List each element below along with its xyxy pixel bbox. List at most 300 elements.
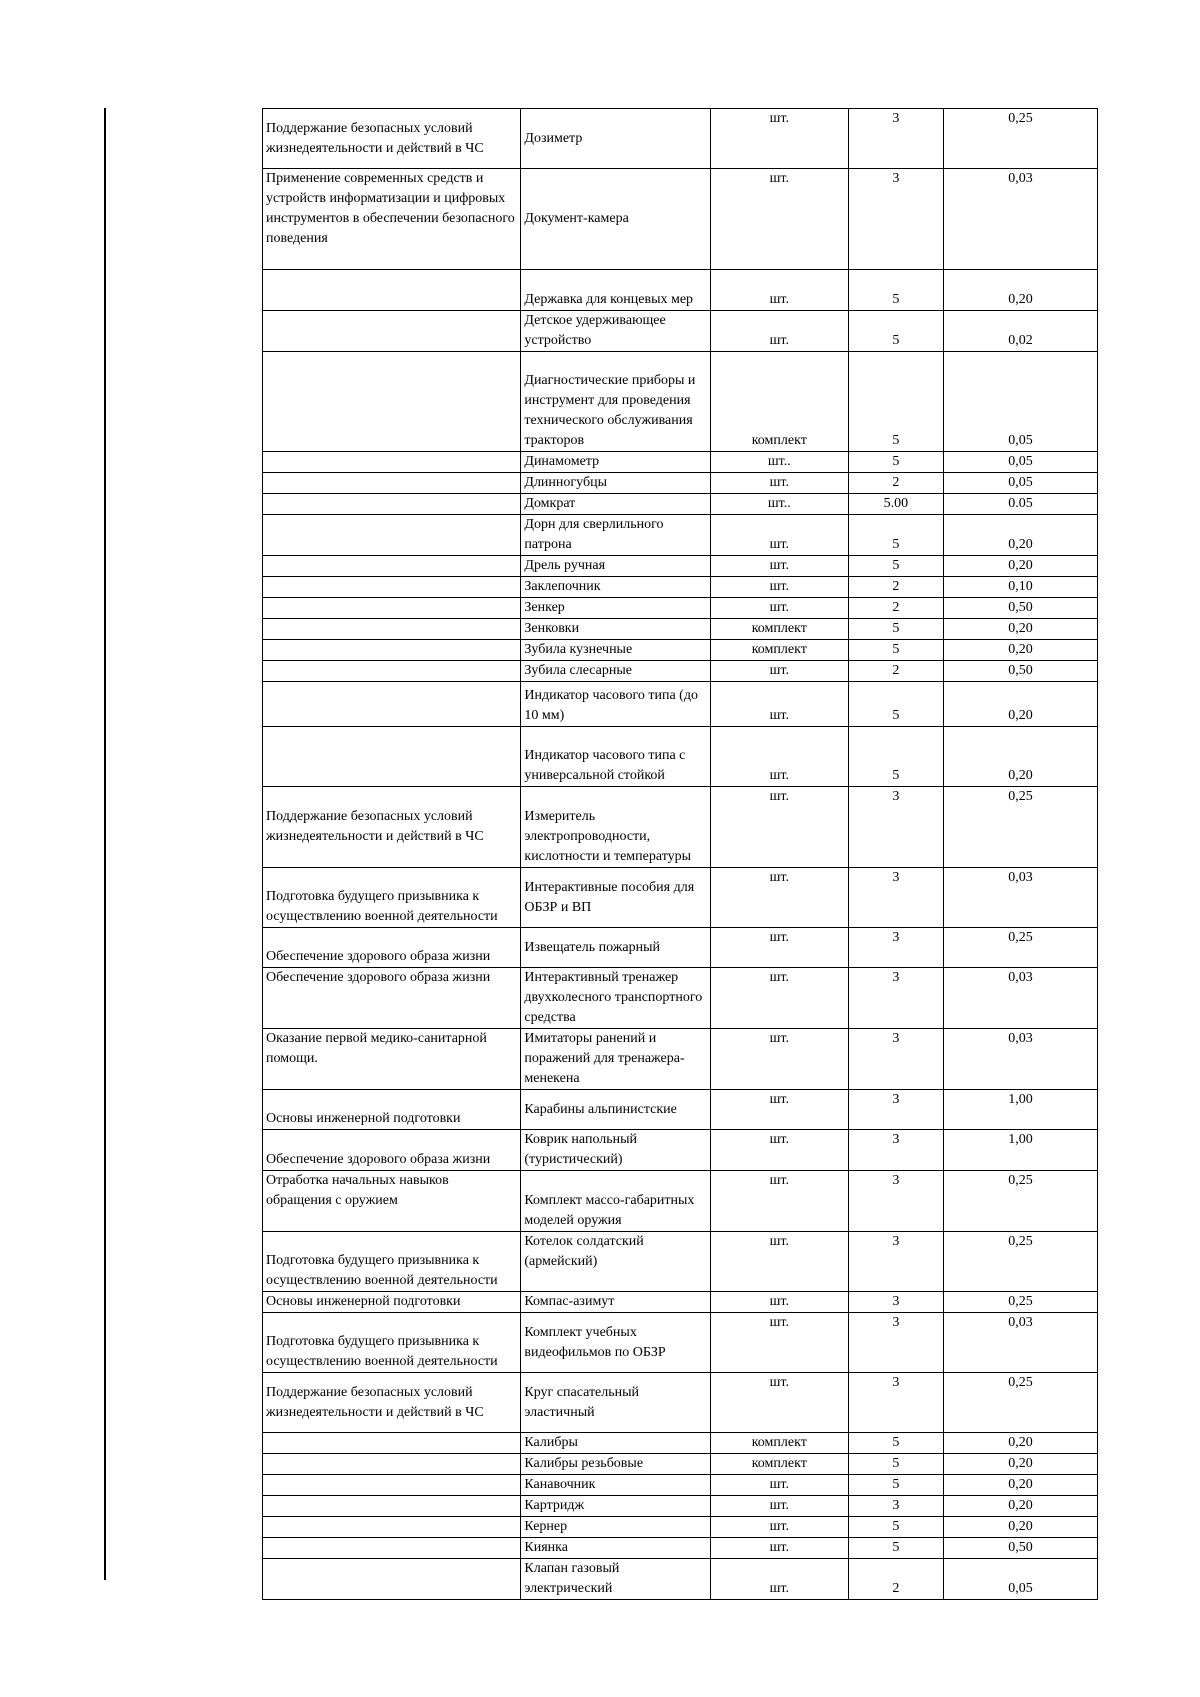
coefficient-cell	[943, 494, 1097, 515]
item-name-cell	[521, 640, 710, 661]
item-name-cell	[521, 494, 710, 515]
item-name-cell-text: Калибры	[524, 1435, 578, 1450]
unit-cell	[710, 352, 848, 452]
section-cell	[263, 1090, 521, 1130]
quantity-cell-text: 5	[892, 558, 900, 573]
coefficient-cell	[943, 169, 1097, 270]
coefficient-cell	[943, 1292, 1097, 1313]
unit-cell	[710, 1373, 848, 1433]
unit-cell-text: шт.	[769, 1234, 789, 1249]
unit-cell-text: шт.	[769, 1375, 789, 1390]
quantity-cell	[848, 1538, 943, 1559]
coefficient-cell-text: 0,20	[1008, 1498, 1033, 1513]
section-cell	[263, 598, 521, 619]
coefficient-cell-text: 0,25	[1008, 111, 1033, 126]
quantity-cell	[848, 452, 943, 473]
item-name-cell-text: Комплект массо-габаритных моделей оружия	[524, 1193, 695, 1228]
item-name-cell	[521, 1090, 710, 1130]
table-row	[263, 311, 1098, 352]
quantity-cell	[848, 1433, 943, 1454]
section-cell	[263, 270, 521, 311]
item-name-cell-text: Коврик напольный (туристический)	[524, 1132, 638, 1167]
quantity-cell-text: 3	[892, 930, 900, 945]
coefficient-cell-text: 0,20	[1008, 537, 1033, 552]
coefficient-cell	[943, 968, 1097, 1029]
quantity-cell	[848, 1313, 943, 1373]
table-row	[263, 473, 1098, 494]
section-cell	[263, 1029, 521, 1090]
quantity-cell-text: 3	[892, 1375, 900, 1390]
unit-cell-text: шт.	[769, 1519, 789, 1534]
table-row	[263, 1454, 1098, 1475]
coefficient-cell-text: 0,03	[1008, 1031, 1033, 1046]
section-cell	[263, 452, 521, 473]
section-cell	[263, 968, 521, 1029]
item-name-cell	[521, 1029, 710, 1090]
coefficient-cell	[943, 1559, 1097, 1600]
unit-cell-text: шт.	[769, 930, 789, 945]
item-name-cell	[521, 1232, 710, 1292]
section-cell	[263, 1130, 521, 1171]
table-row	[263, 727, 1098, 787]
table-row	[263, 1517, 1098, 1538]
quantity-cell	[848, 169, 943, 270]
table-row	[263, 515, 1098, 556]
quantity-cell-text: 3	[892, 1498, 900, 1513]
item-name-cell	[521, 1292, 710, 1313]
quantity-cell-text: 3	[892, 789, 900, 804]
coefficient-cell	[943, 473, 1097, 494]
coefficient-cell-text: 0,20	[1008, 642, 1033, 657]
section-cell	[263, 1454, 521, 1475]
quantity-cell-text: 3	[892, 171, 900, 186]
quantity-cell	[848, 352, 943, 452]
unit-cell	[710, 1517, 848, 1538]
unit-cell-text: шт.	[769, 708, 789, 723]
quantity-cell	[848, 109, 943, 169]
section-cell-text: Обеспечение здорового образа жизни	[266, 970, 491, 985]
section-cell	[263, 1475, 521, 1496]
item-name-cell	[521, 1171, 710, 1232]
quantity-cell-text: 5	[892, 708, 900, 723]
quantity-cell-text: 5	[892, 1519, 900, 1534]
table-row	[263, 1029, 1098, 1090]
item-name-cell	[521, 1373, 710, 1433]
section-cell	[263, 1559, 521, 1600]
quantity-cell-text: 5	[892, 621, 900, 636]
item-name-cell-text: Длинногубцы	[524, 475, 607, 490]
quantity-cell-text: 3	[892, 1132, 900, 1147]
quantity-cell-text: 5	[892, 292, 900, 307]
unit-cell	[710, 577, 848, 598]
item-name-cell-text: Заклепочник	[524, 579, 601, 594]
item-name-cell	[521, 1496, 710, 1517]
unit-cell	[710, 556, 848, 577]
item-name-cell-text: Круг спасательный эластичный	[524, 1384, 640, 1420]
table-row	[263, 1130, 1098, 1171]
unit-cell-text: шт.	[769, 537, 789, 552]
unit-cell-text: шт.	[769, 789, 789, 804]
quantity-cell	[848, 494, 943, 515]
section-cell	[263, 682, 521, 727]
unit-cell-text: шт.	[769, 663, 789, 678]
section-cell	[263, 661, 521, 682]
item-name-cell	[521, 515, 710, 556]
section-cell-text: Применение современных средств и устройств информатизации и цифровых инструментов в обеспечении безопасного поведения	[266, 171, 515, 246]
table-row	[263, 1433, 1098, 1454]
coefficient-cell-text: 0,50	[1008, 600, 1033, 615]
item-name-cell-text: Детское удерживающее устройство	[524, 313, 666, 348]
unit-cell-text: шт.	[769, 475, 789, 490]
coefficient-cell	[943, 1538, 1097, 1559]
section-cell	[263, 473, 521, 494]
item-name-cell-text: Комплект учебных видеофильмов по ОБЗР	[524, 1324, 666, 1360]
table-row	[263, 1475, 1098, 1496]
section-cell	[263, 640, 521, 661]
coefficient-cell-text: 0,20	[1008, 558, 1033, 573]
section-cell	[263, 1538, 521, 1559]
coefficient-cell	[943, 1454, 1097, 1475]
unit-cell-text: шт.	[769, 1092, 789, 1107]
section-cell	[263, 787, 521, 868]
section-cell	[263, 1433, 521, 1454]
quantity-cell-text: 3	[892, 1234, 900, 1249]
unit-cell	[710, 928, 848, 968]
quantity-cell	[848, 1454, 943, 1475]
quantity-cell-text: 2	[892, 600, 900, 615]
coefficient-cell-text: 0,20	[1008, 292, 1033, 307]
coefficient-cell	[943, 928, 1097, 968]
item-name-cell-text: Зубила кузнечные	[524, 642, 633, 657]
section-cell	[263, 619, 521, 640]
unit-cell	[710, 515, 848, 556]
unit-cell-text: шт.	[769, 1477, 789, 1492]
table-row	[263, 352, 1098, 452]
section-cell-text: Подготовка будущего призывника к осуществлению военной деятельности	[266, 889, 498, 924]
quantity-cell-text: 5	[892, 433, 900, 448]
quantity-cell	[848, 1517, 943, 1538]
coefficient-cell	[943, 452, 1097, 473]
unit-cell	[710, 1559, 848, 1600]
coefficient-cell-text: 0,20	[1008, 1456, 1033, 1471]
coefficient-cell-text: 0,05	[1008, 475, 1033, 490]
unit-cell	[710, 494, 848, 515]
quantity-cell	[848, 270, 943, 311]
coefficient-cell-text: 1,00	[1008, 1132, 1033, 1147]
item-name-cell	[521, 473, 710, 494]
section-cell	[263, 727, 521, 787]
item-name-cell	[521, 311, 710, 352]
item-name-cell	[521, 1517, 710, 1538]
quantity-cell-text: 5	[892, 333, 900, 348]
coefficient-cell-text: 0,25	[1008, 930, 1033, 945]
item-name-cell-text: Дозиметр	[524, 130, 583, 146]
quantity-cell	[848, 473, 943, 494]
unit-cell	[710, 1171, 848, 1232]
unit-cell	[710, 727, 848, 787]
unit-cell-text: шт.	[769, 1315, 789, 1330]
page-margin-rule	[104, 108, 106, 1580]
quantity-cell	[848, 1029, 943, 1090]
item-name-cell-text: Интерактивный тренажер двухколесного транспортного средства	[524, 970, 703, 1025]
unit-cell	[710, 682, 848, 727]
item-name-cell-text: Домкрат	[524, 496, 576, 511]
coefficient-cell-text: 0,03	[1008, 870, 1033, 885]
quantity-cell	[848, 619, 943, 640]
item-name-cell-text: Извещатель пожарный	[524, 939, 661, 955]
unit-cell-text: шт.	[769, 292, 789, 307]
unit-cell-text: шт.	[769, 1031, 789, 1046]
unit-cell	[710, 1130, 848, 1171]
coefficient-cell	[943, 1517, 1097, 1538]
section-cell	[263, 1171, 521, 1232]
section-cell	[263, 1313, 521, 1373]
table-row	[263, 1232, 1098, 1292]
coefficient-cell	[943, 661, 1097, 682]
item-name-cell-text: Канавочник	[524, 1477, 596, 1492]
item-name-cell-text: Карабины альпинистские	[524, 1101, 677, 1117]
quantity-cell	[848, 598, 943, 619]
unit-cell	[710, 619, 848, 640]
item-name-cell-text: Калибры резьбовые	[524, 1456, 644, 1471]
quantity-cell	[848, 1130, 943, 1171]
quantity-cell-text: 5	[892, 1435, 900, 1450]
coefficient-cell-text: 0,20	[1008, 768, 1033, 783]
item-name-cell-text: Зенкер	[524, 600, 565, 615]
section-cell-text: Поддержание безопасных условий жизнедеятельности и действий в ЧС	[266, 120, 484, 156]
coefficient-cell	[943, 577, 1097, 598]
coefficient-cell	[943, 1090, 1097, 1130]
unit-cell-text: комплект	[751, 433, 807, 448]
coefficient-cell-text: 0,25	[1008, 1294, 1033, 1309]
coefficient-cell	[943, 1313, 1097, 1373]
coefficient-cell	[943, 515, 1097, 556]
unit-cell	[710, 1292, 848, 1313]
coefficient-cell-text: 0,05	[1008, 1581, 1033, 1596]
unit-cell	[710, 1433, 848, 1454]
section-cell-text: Отработка начальных навыков обращения с оружием	[266, 1173, 449, 1208]
quantity-cell	[848, 556, 943, 577]
section-cell	[263, 1496, 521, 1517]
quantity-cell-text: 3	[892, 870, 900, 885]
unit-cell-text: шт.	[769, 870, 789, 885]
section-cell	[263, 1517, 521, 1538]
item-name-cell	[521, 169, 710, 270]
table-row	[263, 598, 1098, 619]
coefficient-cell-text: 0,02	[1008, 333, 1033, 348]
table-row	[263, 1313, 1098, 1373]
quantity-cell	[848, 682, 943, 727]
quantity-cell	[848, 577, 943, 598]
item-name-cell-text: Имитаторы ранений и поражений для тренажера-менекена	[524, 1031, 685, 1086]
quantity-cell-text: 2	[892, 1581, 900, 1596]
item-name-cell-text: Интерактивные пособия для ОБЗР и ВП	[524, 879, 695, 915]
coefficient-cell	[943, 1475, 1097, 1496]
coefficient-cell	[943, 1232, 1097, 1292]
coefficient-cell-text: 0,03	[1008, 1315, 1033, 1330]
unit-cell	[710, 311, 848, 352]
table-row	[263, 577, 1098, 598]
unit-cell-text: шт.	[769, 333, 789, 348]
item-name-cell	[521, 619, 710, 640]
coefficient-cell	[943, 1433, 1097, 1454]
unit-cell-text: шт.	[769, 171, 789, 186]
table-row	[263, 928, 1098, 968]
coefficient-cell-text: 0,20	[1008, 1435, 1033, 1450]
item-name-cell	[521, 682, 710, 727]
item-name-cell-text: Зубила слесарные	[524, 663, 633, 678]
unit-cell-text: шт.	[769, 768, 789, 783]
item-name-cell	[521, 352, 710, 452]
coefficient-cell-text: 0,25	[1008, 789, 1033, 804]
table-row	[263, 661, 1098, 682]
item-name-cell-text: Клапан газовый электрический	[524, 1561, 620, 1596]
quantity-cell-text: 2	[892, 579, 900, 594]
table-row	[263, 968, 1098, 1029]
table-row	[263, 109, 1098, 169]
table-row	[263, 270, 1098, 311]
table-row	[263, 787, 1098, 868]
unit-cell-text: комплект	[751, 1435, 807, 1450]
table-row	[263, 682, 1098, 727]
quantity-cell-text: 5	[892, 454, 900, 469]
coefficient-cell-text: 0,20	[1008, 1519, 1033, 1534]
coefficient-cell	[943, 598, 1097, 619]
unit-cell-text: шт.	[769, 600, 789, 615]
section-cell	[263, 169, 521, 270]
unit-cell	[710, 787, 848, 868]
coefficient-cell-text: 0,10	[1008, 579, 1033, 594]
section-cell	[263, 868, 521, 928]
quantity-cell-text: 3	[892, 1092, 900, 1107]
quantity-cell	[848, 1496, 943, 1517]
coefficient-cell	[943, 1029, 1097, 1090]
coefficient-cell-text: 0,25	[1008, 1234, 1033, 1249]
quantity-cell	[848, 311, 943, 352]
quantity-cell-text: 5.00	[883, 496, 909, 511]
item-name-cell	[521, 109, 710, 169]
coefficient-cell	[943, 1496, 1097, 1517]
unit-cell-text: шт..	[767, 454, 791, 469]
quantity-cell	[848, 868, 943, 928]
unit-cell	[710, 640, 848, 661]
section-cell	[263, 311, 521, 352]
quantity-cell	[848, 1090, 943, 1130]
unit-cell-text: шт.	[769, 558, 789, 573]
unit-cell-text: шт.	[769, 579, 789, 594]
unit-cell	[710, 1475, 848, 1496]
table-row	[263, 1496, 1098, 1517]
unit-cell	[710, 270, 848, 311]
quantity-cell-text: 2	[892, 475, 900, 490]
coefficient-cell	[943, 352, 1097, 452]
quantity-cell	[848, 1475, 943, 1496]
item-name-cell-text: Динамометр	[524, 454, 600, 469]
section-cell-text: Поддержание безопасных условий жизнедеятельности и действий в ЧС	[266, 809, 484, 844]
table-row	[263, 169, 1098, 270]
quantity-cell-text: 5	[892, 642, 900, 657]
section-cell	[263, 1292, 521, 1313]
item-name-cell	[521, 661, 710, 682]
item-name-cell	[521, 1559, 710, 1600]
coefficient-cell-text: 0,03	[1008, 970, 1033, 985]
coefficient-cell	[943, 868, 1097, 928]
unit-cell-text: шт.	[769, 1294, 789, 1309]
quantity-cell-text: 3	[892, 111, 900, 126]
quantity-cell-text: 3	[892, 1315, 900, 1330]
item-name-cell	[521, 452, 710, 473]
unit-cell	[710, 1090, 848, 1130]
section-cell	[263, 556, 521, 577]
item-name-cell-text: Державка для концевых мер	[524, 292, 694, 307]
item-name-cell	[521, 1454, 710, 1475]
unit-cell	[710, 1232, 848, 1292]
unit-cell	[710, 1029, 848, 1090]
quantity-cell-text: 5	[892, 537, 900, 552]
table-row	[263, 452, 1098, 473]
table-row	[263, 1171, 1098, 1232]
section-cell-text: Оказание первой медико-санитарной помощи.	[266, 1031, 487, 1066]
section-cell	[263, 1373, 521, 1433]
coefficient-cell-text: 0,05	[1008, 454, 1033, 469]
item-name-cell	[521, 1433, 710, 1454]
quantity-cell	[848, 1232, 943, 1292]
item-name-cell-text: Дрель ручная	[524, 558, 606, 573]
coefficient-cell-text: 0,25	[1008, 1375, 1033, 1390]
unit-cell	[710, 109, 848, 169]
item-name-cell	[521, 1313, 710, 1373]
quantity-cell	[848, 968, 943, 1029]
section-cell-text: Обеспечение здорового образа жизни	[266, 1152, 491, 1167]
unit-cell	[710, 598, 848, 619]
coefficient-cell	[943, 1130, 1097, 1171]
equipment-table	[262, 108, 1098, 1600]
quantity-cell-text: 3	[892, 1031, 900, 1046]
item-name-cell-text: Измеритель электропроводности, кислотности и температуры	[524, 809, 692, 864]
unit-cell-text: шт.	[769, 1173, 789, 1188]
quantity-cell-text: 5	[892, 1456, 900, 1471]
coefficient-cell	[943, 1373, 1097, 1433]
item-name-cell-text: Котелок солдатский (армейский)	[524, 1234, 644, 1269]
item-name-cell-text: Компас-азимут	[524, 1294, 615, 1309]
unit-cell	[710, 452, 848, 473]
coefficient-cell	[943, 109, 1097, 169]
quantity-cell-text: 3	[892, 1294, 900, 1309]
coefficient-cell-text: 0,50	[1008, 663, 1033, 678]
unit-cell	[710, 1313, 848, 1373]
coefficient-cell	[943, 727, 1097, 787]
table-row	[263, 1373, 1098, 1433]
item-name-cell-text: Кернер	[524, 1519, 568, 1534]
section-cell	[263, 352, 521, 452]
quantity-cell-text: 5	[892, 768, 900, 783]
coefficient-cell	[943, 682, 1097, 727]
item-name-cell	[521, 270, 710, 311]
quantity-cell-text: 5	[892, 1477, 900, 1492]
item-name-cell	[521, 868, 710, 928]
coefficient-cell-text: 0,50	[1008, 1540, 1033, 1555]
quantity-cell	[848, 1292, 943, 1313]
item-name-cell	[521, 787, 710, 868]
section-cell-text: Подготовка будущего призывника к осуществлению военной деятельности	[266, 1253, 498, 1288]
item-name-cell	[521, 577, 710, 598]
section-cell	[263, 109, 521, 169]
coefficient-cell	[943, 556, 1097, 577]
item-name-cell-text: Индикатор часового типа (до 10 мм)	[524, 688, 698, 723]
coefficient-cell	[943, 270, 1097, 311]
quantity-cell-text: 3	[892, 970, 900, 985]
section-cell	[263, 928, 521, 968]
